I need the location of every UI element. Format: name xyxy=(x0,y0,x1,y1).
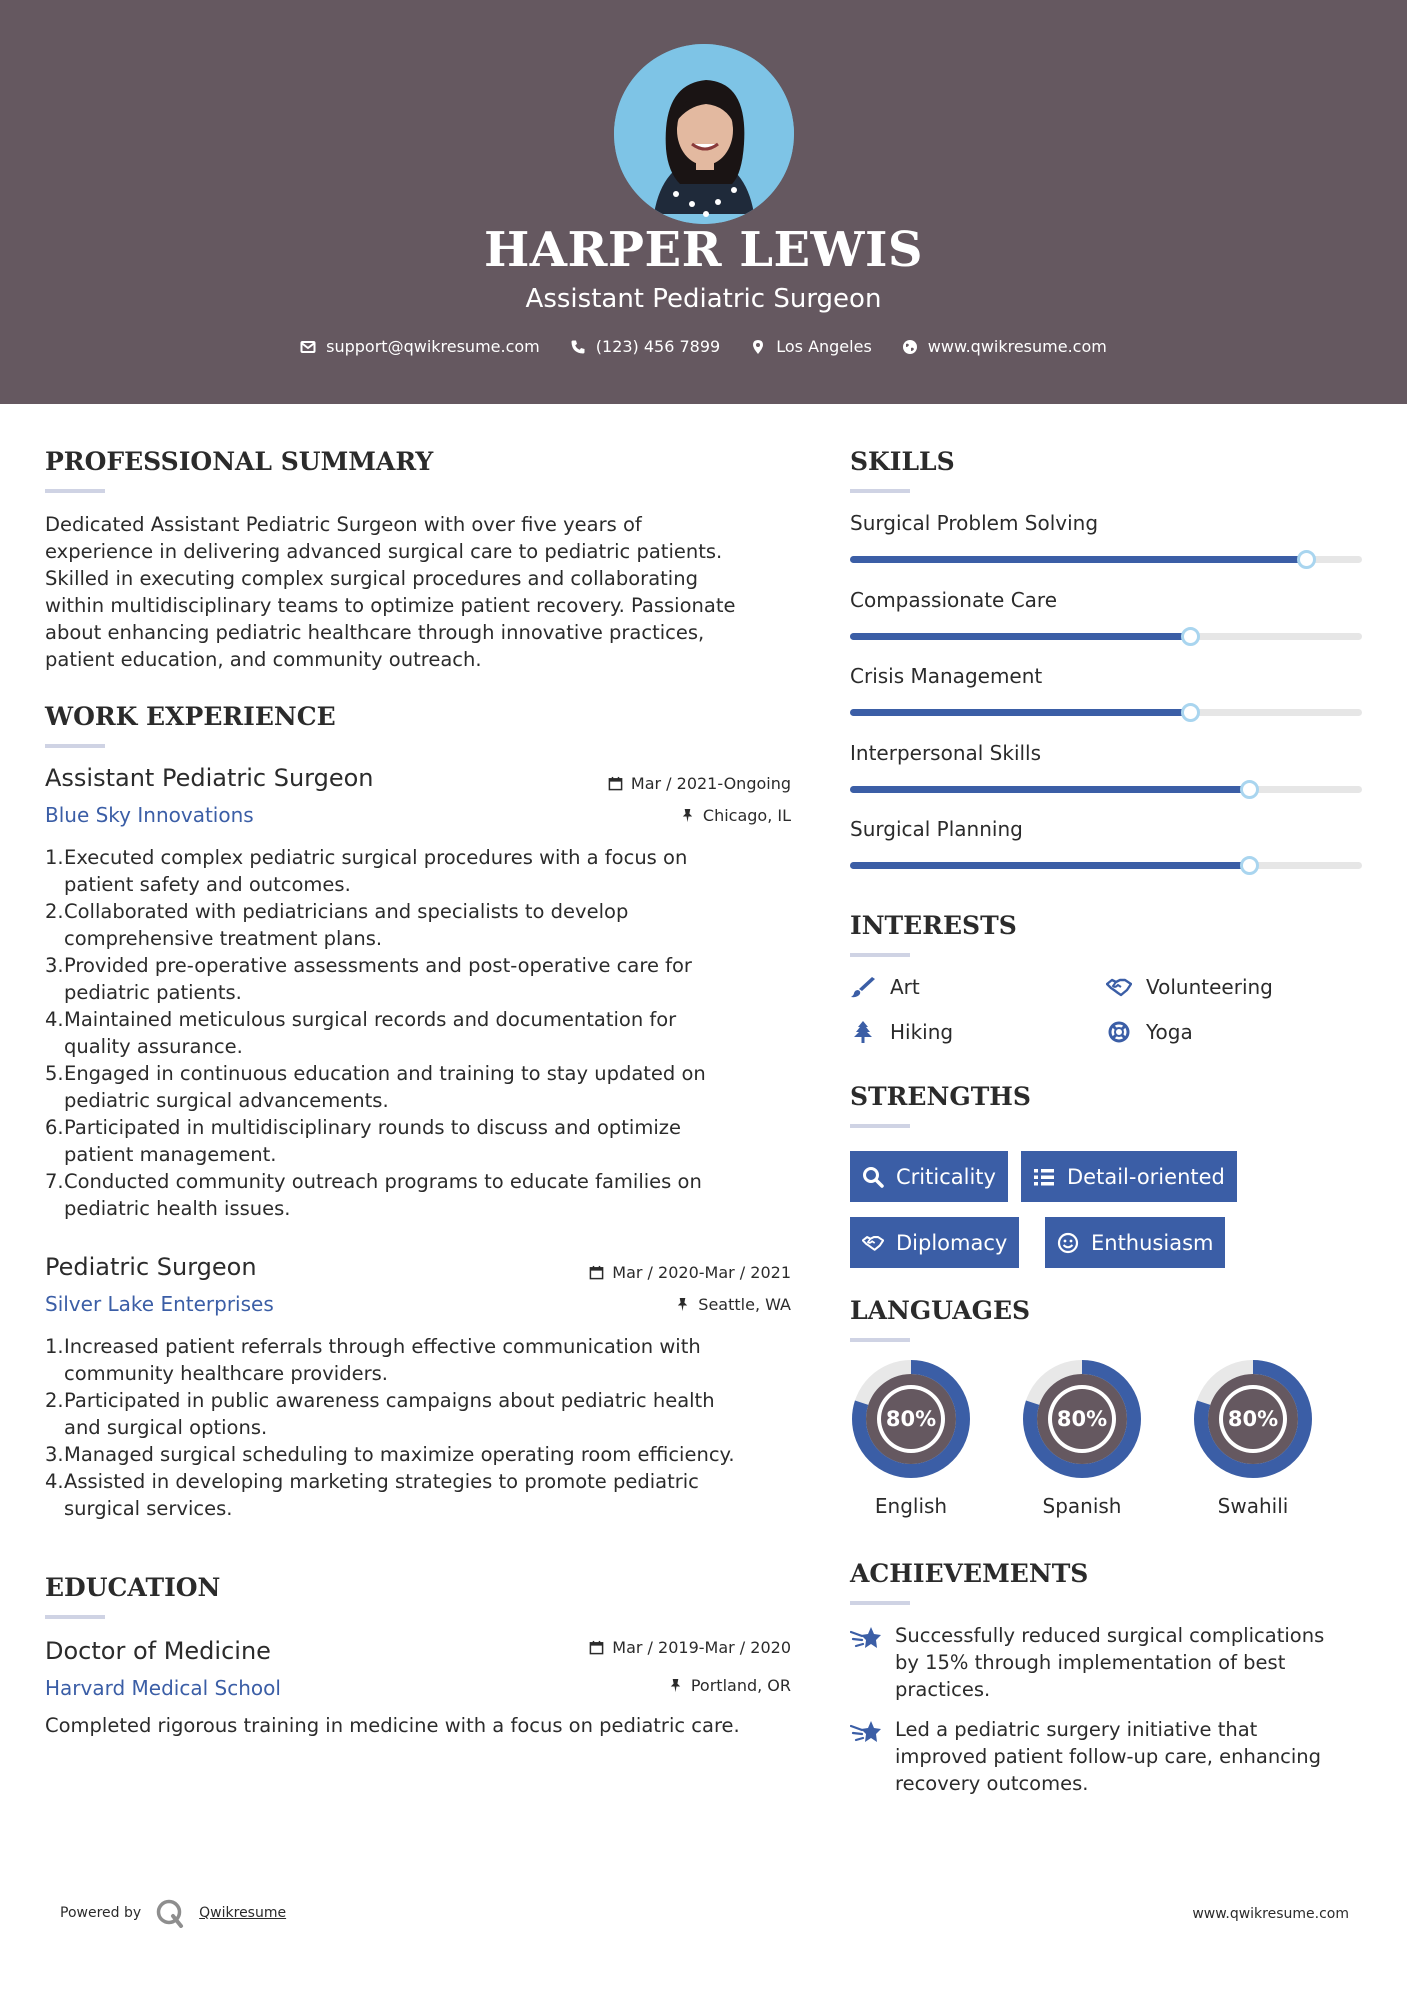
duty-text: Increased patient referrals through effective communication with xyxy=(64,1335,701,1358)
job-duties-list xyxy=(45,1333,815,1522)
skill-bar xyxy=(850,709,1362,716)
duty-text: quality assurance. xyxy=(64,1035,243,1058)
education-location xyxy=(668,1676,791,1695)
handshake-icon xyxy=(862,1232,884,1254)
shooting-star-icon xyxy=(850,1718,884,1746)
language-name: Swahili xyxy=(1217,1494,1289,1518)
map-pin-icon xyxy=(750,339,766,355)
duty-text: Assisted in developing marketing strategies to promote pediatric xyxy=(64,1470,699,1493)
paintbrush-icon xyxy=(850,976,876,998)
interests-heading: INTERESTS xyxy=(850,911,1017,940)
duty-text: Executed complex pediatric surgical procedures with a focus on xyxy=(64,846,688,869)
degree-title: Doctor of Medicine xyxy=(45,1637,271,1665)
duty-text: and surgical options. xyxy=(64,1416,268,1439)
interest-label: Hiking xyxy=(890,1020,954,1044)
achievement-text: Led a pediatric surgery initiative that xyxy=(895,1718,1258,1741)
duty-text: Engaged in continuous education and training to stay updated on xyxy=(64,1062,706,1085)
summary-line: Dedicated Assistant Pediatric Surgeon with over five years of xyxy=(45,513,642,536)
education-date xyxy=(589,1638,791,1657)
education-description: Completed rigorous training in medicine with a focus on pediatric care. xyxy=(45,1714,740,1737)
language-ring xyxy=(1021,1358,1143,1480)
handshake-icon xyxy=(1106,976,1132,998)
profile-photo xyxy=(614,44,794,224)
duty-number: 5. xyxy=(45,1062,64,1085)
language-percent: 80% xyxy=(1227,1407,1279,1431)
skill-bar-knob xyxy=(1181,703,1200,722)
duty-text: Provided pre-operative assessments and post-operative care for xyxy=(64,954,692,977)
skill-name: Surgical Planning xyxy=(850,817,1023,841)
strength-label: Detail-oriented xyxy=(1067,1164,1225,1189)
interest-label: Volunteering xyxy=(1146,975,1273,999)
education-date-text: Mar / 2019-Mar / 2020 xyxy=(612,1638,791,1657)
footer-powered-by xyxy=(60,1898,286,1928)
shooting-star-icon xyxy=(850,1624,884,1652)
summary-line: about enhancing pediatric healthcare through innovative practices, xyxy=(45,621,705,644)
candidate-name: HARPER LEWIS xyxy=(483,222,924,278)
interest-yoga xyxy=(1106,1020,1193,1044)
footer-website[interactable]: www.qwikresume.com xyxy=(1192,1906,1349,1922)
envelope-icon xyxy=(300,339,316,355)
duty-number: 1. xyxy=(45,1335,64,1358)
job-company: Silver Lake Enterprises xyxy=(45,1292,274,1316)
summary-line: patient education, and community outreach. xyxy=(45,648,482,671)
contact-row xyxy=(0,337,1407,356)
phone-icon xyxy=(570,339,586,355)
globe-icon xyxy=(902,339,918,355)
job-location-text: Seattle, WA xyxy=(698,1295,791,1314)
tree-icon xyxy=(850,1021,876,1043)
duty-text: community healthcare providers. xyxy=(64,1362,388,1385)
website-text: www.qwikresume.com xyxy=(927,337,1107,356)
interest-art xyxy=(850,975,920,999)
achievement-item xyxy=(895,1716,1365,1797)
strengths-divider xyxy=(850,1124,910,1128)
job-date-text: Mar / 2021-Ongoing xyxy=(630,774,791,793)
experience-divider xyxy=(45,744,105,748)
duty-text: Maintained meticulous surgical records and documentation for xyxy=(64,1008,677,1031)
phone-text: (123) 456 7899 xyxy=(595,337,721,356)
duty-item xyxy=(45,1114,815,1168)
skill-name: Interpersonal Skills xyxy=(850,740,1042,765)
education-location-text: Portland, OR xyxy=(690,1676,791,1695)
language-ring xyxy=(1192,1358,1314,1480)
skill-name: Crisis Management xyxy=(850,664,1043,688)
skill-bar xyxy=(850,556,1362,563)
job-duties-list xyxy=(45,844,815,1222)
duty-item xyxy=(45,1468,815,1522)
achievement-item xyxy=(895,1622,1365,1703)
duty-text: patient management. xyxy=(64,1143,277,1166)
skill-bar-fill xyxy=(850,862,1249,869)
duty-item xyxy=(45,1060,815,1114)
contact-website[interactable] xyxy=(902,337,1107,356)
languages-divider xyxy=(850,1338,910,1342)
strength-tag-criticality xyxy=(850,1151,1008,1202)
education-heading: EDUCATION xyxy=(45,1573,221,1602)
duty-text: Participated in multidisciplinary rounds to discuss and optimize xyxy=(64,1116,681,1139)
interest-label: Yoga xyxy=(1146,1020,1193,1044)
duty-number: 4. xyxy=(45,1008,64,1031)
duty-number: 3. xyxy=(45,954,64,977)
duty-item xyxy=(45,1441,815,1468)
pushpin-icon xyxy=(680,808,695,823)
duty-number: 1. xyxy=(45,846,64,869)
language-name: English xyxy=(874,1494,948,1518)
duty-text: Participated in public awareness campaigns about pediatric health xyxy=(64,1389,715,1412)
language-percent: 80% xyxy=(885,1407,937,1431)
achievements-divider xyxy=(850,1601,910,1605)
summary-heading: PROFESSIONAL SUMMARY xyxy=(45,447,434,476)
calendar-icon xyxy=(589,1265,604,1280)
duty-item xyxy=(45,1006,815,1060)
skill-bar-knob xyxy=(1240,856,1259,875)
smile-icon xyxy=(1057,1232,1079,1254)
language-percent: 80% xyxy=(1056,1407,1108,1431)
list-icon xyxy=(1033,1166,1055,1188)
strength-tag-diplomacy xyxy=(850,1217,1019,1268)
duty-item xyxy=(45,844,815,898)
achievement-text: recovery outcomes. xyxy=(895,1772,1089,1795)
achievement-text: improved patient follow-up care, enhancing xyxy=(895,1745,1322,1768)
duty-number: 2. xyxy=(45,1389,64,1412)
job-date xyxy=(589,1263,791,1282)
skill-bar-fill xyxy=(850,786,1249,793)
resume-header xyxy=(0,0,1407,404)
skill-bar-fill xyxy=(850,709,1190,716)
contact-location xyxy=(750,337,872,356)
achievement-text: practices. xyxy=(895,1678,991,1701)
search-icon xyxy=(862,1166,884,1188)
duty-text: patient safety and outcomes. xyxy=(64,873,351,896)
interest-hiking xyxy=(850,1020,953,1044)
skills-heading: SKILLS xyxy=(850,447,955,476)
duty-text: pediatric health issues. xyxy=(64,1197,291,1220)
skill-bar xyxy=(850,633,1362,640)
summary-text xyxy=(45,511,805,673)
strengths-heading: STRENGTHS xyxy=(850,1082,1031,1111)
summary-line: experience in delivering advanced surgical care to pediatric patients. xyxy=(45,540,723,563)
job-date-text: Mar / 2020-Mar / 2021 xyxy=(612,1263,791,1282)
duty-text: Managed surgical scheduling to maximize operating room efficiency. xyxy=(64,1443,735,1466)
pushpin-icon xyxy=(675,1297,690,1312)
achievements-heading: ACHIEVEMENTS xyxy=(850,1559,1089,1588)
lifering-icon xyxy=(1106,1021,1132,1043)
duty-item xyxy=(45,1387,815,1441)
duty-item xyxy=(45,1333,815,1387)
calendar-icon xyxy=(608,776,623,791)
language-name: Spanish xyxy=(1042,1494,1122,1518)
email-text: support@qwikresume.com xyxy=(326,337,540,356)
strength-tag-detail-oriented xyxy=(1021,1151,1237,1202)
contact-email[interactable] xyxy=(300,337,540,356)
job-title: Assistant Pediatric Surgeon xyxy=(45,764,374,792)
job-date xyxy=(608,774,791,793)
duty-text: Collaborated with pediatricians and specialists to develop xyxy=(64,900,629,923)
achievement-text: by 15% through implementation of best xyxy=(895,1651,1286,1674)
brand-link[interactable]: Qwikresume xyxy=(199,1905,287,1921)
strength-label: Enthusiasm xyxy=(1091,1230,1214,1255)
summary-line: within multidisciplinary teams to optimize patient recovery. Passionate xyxy=(45,594,736,617)
interest-volunteering xyxy=(1106,975,1273,999)
duty-text: comprehensive treatment plans. xyxy=(64,927,383,950)
job-company: Blue Sky Innovations xyxy=(45,803,254,827)
experience-heading: WORK EXPERIENCE xyxy=(45,702,336,731)
qwikresume-logo-icon xyxy=(155,1898,185,1928)
duty-item xyxy=(45,898,815,952)
candidate-title: Assistant Pediatric Surgeon xyxy=(525,284,882,314)
skill-bar xyxy=(850,786,1362,793)
language-ring xyxy=(850,1358,972,1480)
skill-bar-fill xyxy=(850,633,1190,640)
job-location xyxy=(675,1295,791,1314)
job-title: Pediatric Surgeon xyxy=(45,1253,257,1281)
skill-bar-knob xyxy=(1181,627,1200,646)
duty-text: pediatric patients. xyxy=(64,981,242,1004)
contact-phone[interactable] xyxy=(570,337,720,356)
duty-number: 2. xyxy=(45,900,64,923)
languages-heading: LANGUAGES xyxy=(850,1296,1031,1325)
duty-number: 6. xyxy=(45,1116,64,1139)
school-name: Harvard Medical School xyxy=(45,1676,281,1700)
education-divider xyxy=(45,1615,105,1619)
location-text: Los Angeles xyxy=(776,337,872,356)
calendar-icon xyxy=(589,1640,604,1655)
skills-divider xyxy=(850,489,910,493)
skill-bar-knob xyxy=(1297,550,1316,569)
achievement-text: Successfully reduced surgical complications xyxy=(895,1624,1325,1647)
pushpin-icon xyxy=(668,1678,683,1693)
skill-name: Compassionate Care xyxy=(850,587,1058,612)
strength-label: Criticality xyxy=(896,1164,996,1189)
duty-text: pediatric surgical advancements. xyxy=(64,1089,389,1112)
duty-item xyxy=(45,952,815,1006)
duty-text: surgical services. xyxy=(64,1497,233,1520)
duty-number: 4. xyxy=(45,1470,64,1493)
duty-number: 7. xyxy=(45,1170,64,1193)
skill-bar-knob xyxy=(1240,780,1259,799)
summary-line: Skilled in executing complex surgical procedures and collaborating xyxy=(45,567,698,590)
duty-item xyxy=(45,1168,815,1222)
summary-divider xyxy=(45,489,105,493)
strength-label: Diplomacy xyxy=(896,1230,1008,1255)
job-location xyxy=(680,806,791,825)
interests-divider xyxy=(850,953,910,957)
duty-number: 3. xyxy=(45,1443,64,1466)
skill-bar xyxy=(850,862,1362,869)
duty-text: Conducted community outreach programs to educate families on xyxy=(64,1170,702,1193)
job-location-text: Chicago, IL xyxy=(702,806,791,825)
skill-name: Surgical Problem Solving xyxy=(850,511,1099,535)
powered-by-text: Powered by xyxy=(60,1905,142,1921)
interest-label: Art xyxy=(890,975,920,999)
strength-tag-enthusiasm xyxy=(1045,1217,1225,1268)
skill-bar-fill xyxy=(850,556,1306,563)
